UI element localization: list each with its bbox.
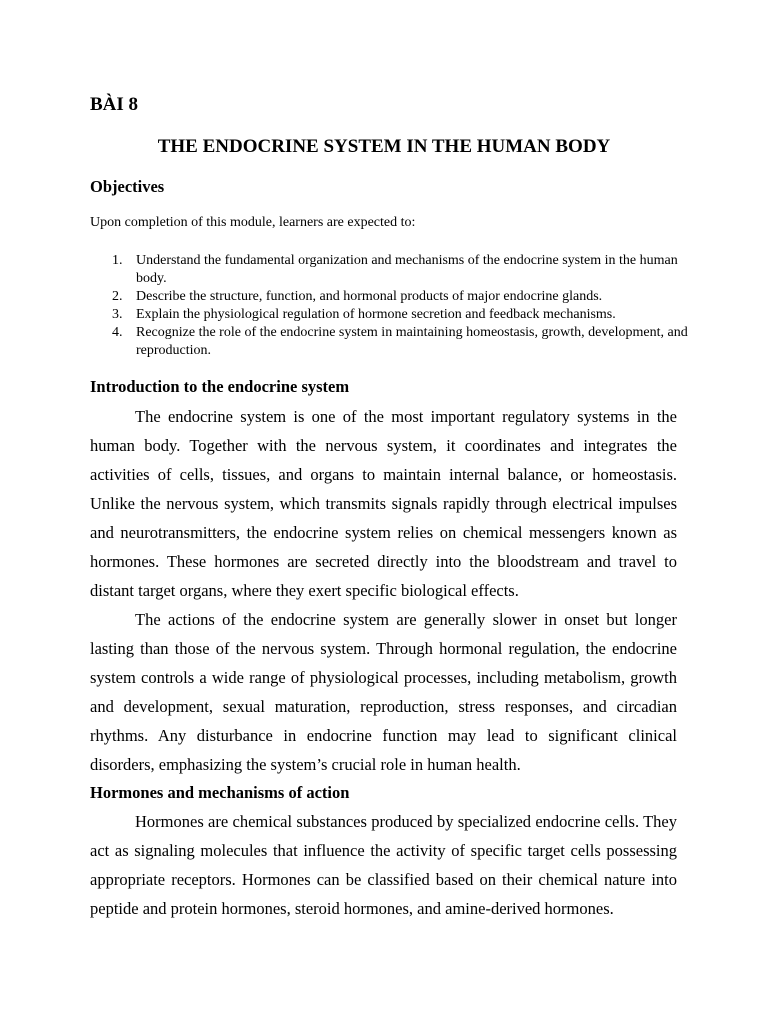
objective-text: Explain the physiological regulation of hormone secretion and feedback mechanisms.	[136, 307, 616, 322]
introduction-heading: Introduction to the endocrine system	[90, 377, 350, 396]
document-title: THE ENDOCRINE SYSTEM IN THE HUMAN BODY	[157, 136, 611, 157]
introduction-paragraph: The endocrine system is one of the most important regulatory systems in the human body. Together with the nervous system, it coordinates and integrates the activities of cells, tissues, and organs to maintain internal balance, or homeostasis. Unlike the nervous system, which transmits signals rapidly through electrical impulses and neurotransmitters, the endocrine system relies on chemical messengers known as hormones. These hormones are secreted directly into the bloodstream and travel to distant target organs, where they exert specific biological effects.	[90, 407, 677, 600]
objectives-heading: Objectives	[90, 177, 165, 196]
lesson-number: BÀI 8	[90, 94, 139, 115]
objective-item	[90, 252, 690, 288]
objective-item	[90, 324, 690, 360]
objective-number: 3.	[112, 307, 123, 322]
objective-text: Describe the structure, function, and hormonal products of major endocrine glands.	[136, 289, 603, 304]
objective-number: 4.	[112, 325, 123, 340]
objective-text: Recognize the role of the endocrine system in maintaining homeostasis, growth, development, and reproduction.	[136, 325, 688, 358]
introduction-body	[90, 402, 677, 779]
hormones-paragraph: Hormones are chemical substances produced by specialized endocrine cells. They act as signaling molecules that influence the activity of specific target cells possessing appropriate receptors. Hormones can be classified based on their chemical nature into peptide and protein hormones, steroid hormones, and amine-derived hormones.	[90, 812, 677, 918]
hormones-body	[90, 807, 677, 923]
objective-number: 2.	[112, 289, 123, 304]
objectives-intro: Upon completion of this module, learners are expected to:	[90, 215, 416, 230]
objective-number: 1.	[112, 253, 123, 268]
objective-item	[90, 288, 690, 306]
introduction-paragraph: The actions of the endocrine system are generally slower in onset but longer lasting than those of the nervous system. Through hormonal regulation, the endocrine system controls a wide range of physiological processes, including metabolism, growth and development, sexual maturation, reproduction, stress responses, and circadian rhythms. Any disturbance in endocrine function may lead to significant clinical disorders, emphasizing the system’s crucial role in human health.	[90, 610, 677, 774]
objective-item	[90, 306, 690, 324]
objectives-list	[90, 252, 690, 360]
hormones-heading: Hormones and mechanisms of action	[90, 783, 350, 802]
objective-text: Understand the fundamental organization and mechanisms of the endocrine system in the human body.	[136, 253, 678, 286]
